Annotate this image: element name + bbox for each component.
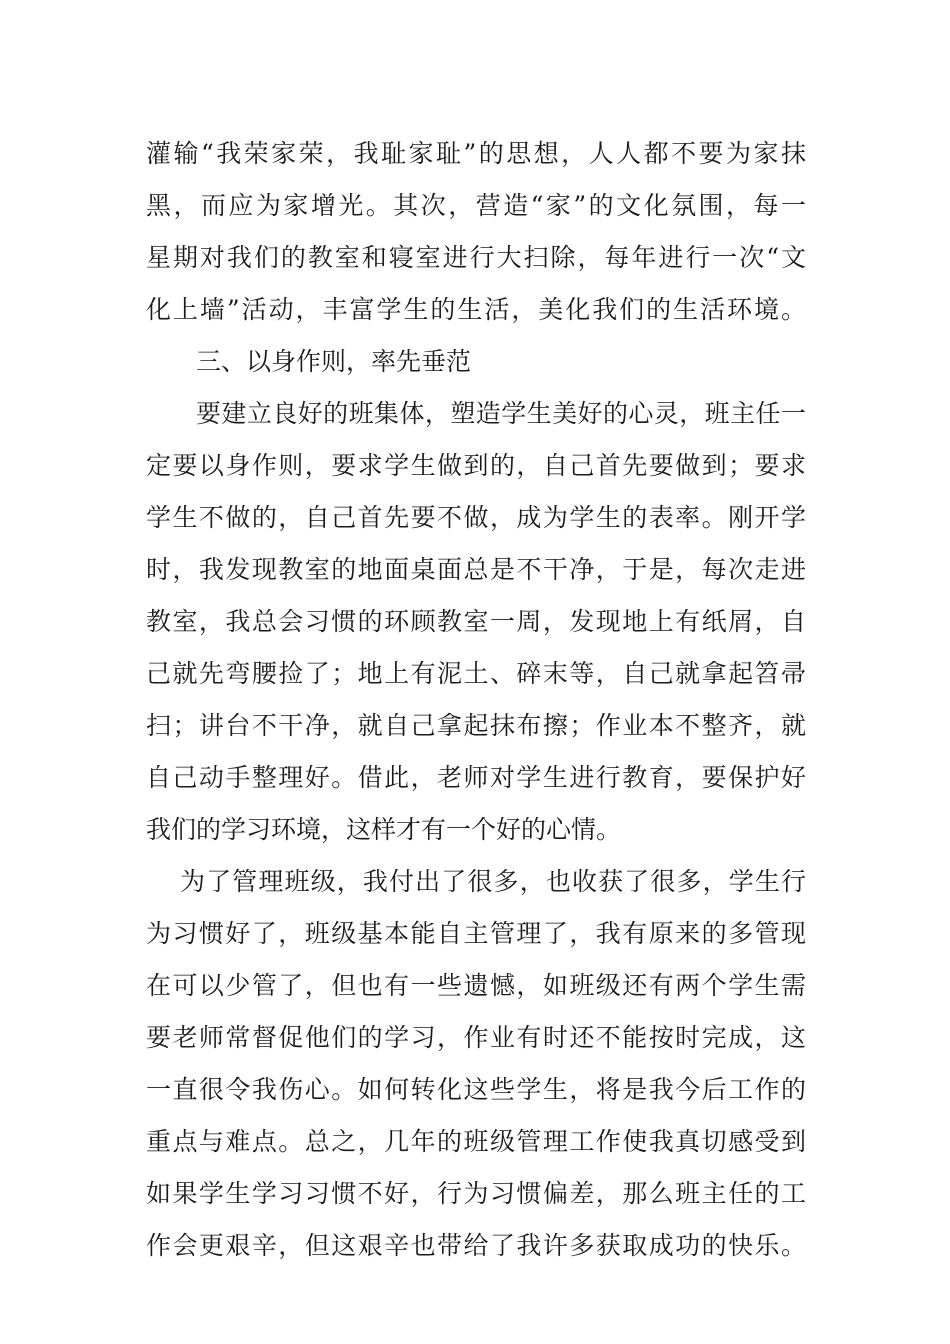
text-line: 己就先弯腰捡了；地上有泥土、碎末等，自己就拿起笤帚 — [146, 659, 806, 688]
text-line: 为了管理班级，我付出了很多，也收获了很多，学生行 — [180, 867, 806, 896]
text-line: 作会更艰辛，但这艰辛也带给了我许多获取成功的快乐。 — [146, 1231, 806, 1260]
text-line: 时，我发现教室的地面桌面总是不干净，于是，每次走进 — [146, 555, 806, 584]
section-heading: 三、以身作则，率先垂范 — [196, 347, 472, 376]
text-line: 要建立良好的班集体，塑造学生美好的心灵，班主任一 — [196, 399, 806, 428]
text-line: 学生不做的，自己首先要不做，成为学生的表率。刚开学 — [146, 503, 806, 532]
text-line: 定要以身作则，要求学生做到的，自己首先要做到；要求 — [146, 451, 806, 480]
text-line: 我们的学习环境，这样才有一个好的心情。 — [146, 815, 622, 844]
text-line: 黑，而应为家增光。其次，营造“家”的文化氛围，每一 — [146, 191, 806, 220]
text-line: 为习惯好了，班级基本能自主管理了，我有原来的多管现 — [146, 919, 806, 948]
text-line: 要老师常督促他们的学习，作业有时还不能按时完成，这 — [146, 1023, 806, 1052]
text-line: 如果学生学习习惯不好，行为习惯偏差，那么班主任的工 — [146, 1179, 806, 1208]
document-page — [146, 128, 806, 1272]
text-line: 教室，我总会习惯的环顾教室一周，发现地上有纸屑，自 — [146, 607, 806, 636]
text-line: 扫；讲台不干净，就自己拿起抹布擦；作业本不整齐，就 — [146, 711, 806, 740]
text-line: 化上墙”活动，丰富学生的生活，美化我们的生活环境。 — [146, 295, 806, 324]
text-line: 灌输“我荣家荣，我耻家耻”的思想，人人都不要为家抹 — [146, 139, 806, 168]
text-line: 星期对我们的教室和寝室进行大扫除，每年进行一次“文 — [146, 243, 806, 272]
text-line: 重点与难点。总之，几年的班级管理工作使我真切感受到 — [146, 1127, 806, 1156]
text-line: 在可以少管了，但也有一些遗憾，如班级还有两个学生需 — [146, 971, 806, 1000]
text-line: 一直很令我伤心。如何转化这些学生，将是我今后工作的 — [146, 1075, 806, 1104]
text-line: 自己动手整理好。借此，老师对学生进行教育，要保护好 — [146, 763, 806, 792]
